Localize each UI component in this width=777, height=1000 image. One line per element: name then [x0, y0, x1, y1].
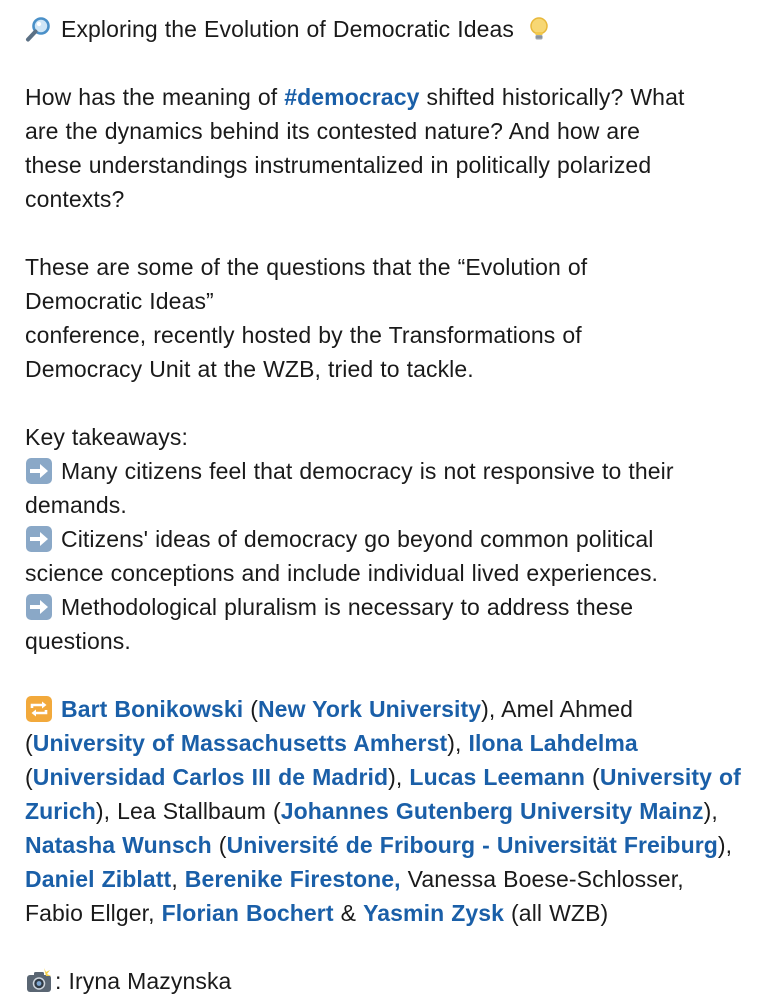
participants-line-6: Daniel Ziblatt, Berenike Firestone, Vanessa Boese-Schlosser, [25, 866, 684, 892]
mention-daniel-ziblatt[interactable]: Daniel Ziblatt [25, 866, 172, 892]
mention-university-of-zurich[interactable]: University of [599, 764, 741, 790]
participants-line-1: Bart Bonikowski (New York University), Amel Ahmed [25, 692, 753, 726]
post-title [25, 12, 753, 46]
participants-line-7: Fabio Ellger, Florian Bochert & Yasmin Zysk (all WZB) [25, 900, 609, 926]
conference-line-1: These are some of the questions that the “Evolution of [25, 254, 588, 280]
mention-yasmin-zysk[interactable]: Yasmin Zysk [363, 900, 505, 926]
camera-flash-icon [25, 967, 53, 995]
conference-line-4: Democracy Unit at the WZB, tried to tackle. [25, 356, 474, 382]
mention-lucas-leemann[interactable]: Lucas Leemann [409, 764, 586, 790]
mention-berenike-firestone[interactable]: Berenike Firestone, [184, 866, 401, 892]
takeaway-item-cont: questions. [25, 628, 131, 654]
mention-florian-bochert[interactable]: Florian Bochert [161, 900, 334, 926]
takeaway-item: Methodological pluralism is necessary to address these [25, 590, 753, 624]
participant-vanessa-boese-schlosser: Vanessa Boese-Schlosser, [407, 866, 684, 892]
question-line-3: these understandings instrumentalized in politically polarized [25, 152, 652, 178]
conference-line-2: Democratic Ideas” [25, 288, 214, 314]
participants-line-4: Zurich), Lea Stallbaum (Johannes Gutenberg University Mainz), [25, 798, 718, 824]
mention-university-of-zurich-cont[interactable]: Zurich [25, 798, 96, 824]
question-line-4: contexts? [25, 186, 125, 212]
question-line-2: are the dynamics behind its contested nature? And how are [25, 118, 640, 144]
mention-uc3m[interactable]: Universidad Carlos III de Madrid [32, 764, 389, 790]
mention-umass-amherst[interactable]: University of Massachusetts Amherst [32, 730, 448, 756]
participant-amel-ahmed: Amel Ahmed [501, 696, 634, 722]
title-text: Exploring the Evolution of Democratic Ideas [61, 16, 514, 42]
hashtag-democracy[interactable]: #democracy [284, 84, 420, 110]
question-line-1: How has the meaning of #democracy shifted historically? What [25, 84, 685, 110]
mention-new-york-university[interactable]: New York University [257, 696, 482, 722]
takeaway-item-cont: demands. [25, 492, 127, 518]
magnifying-glass-icon [25, 15, 53, 43]
participants-line-2: (University of Massachusetts Amherst), Ilona Lahdelma [25, 730, 638, 756]
participants-line-5: Natasha Wunsch (Université de Fribourg - Universität Freiburg), [25, 832, 733, 858]
participant-lea-stallbaum: Lea Stallbaum [117, 798, 266, 824]
mention-jgu-mainz[interactable]: Johannes Gutenberg University Mainz [280, 798, 704, 824]
mention-natasha-wunsch[interactable]: Natasha Wunsch [25, 832, 212, 858]
mention-ilona-lahdelma[interactable]: Ilona Lahdelma [468, 730, 638, 756]
right-arrow-icon [25, 457, 53, 485]
takeaway-item: Many citizens feel that democracy is not responsive to their [25, 454, 753, 488]
participants-line-3: (Universidad Carlos III de Madrid), Lucas Leemann (University of [25, 764, 741, 790]
photo-credit-text: : Iryna Mazynska [55, 968, 232, 994]
repeat-arrows-icon [25, 695, 53, 723]
right-arrow-icon [25, 593, 53, 621]
takeaway-item-cont: science conceptions and include individual lived experiences. [25, 560, 659, 586]
participant-fabio-ellger: Fabio Ellger, [25, 900, 155, 926]
light-bulb-icon [525, 15, 553, 43]
conference-line-3: conference, recently hosted by the Transformations of [25, 322, 582, 348]
mention-bart-bonikowski[interactable]: Bart Bonikowski [61, 696, 244, 722]
takeaways-heading: Key takeaways: [25, 424, 188, 450]
mention-universite-de-fribourg[interactable]: Université de Fribourg - Universität Freiburg [226, 832, 718, 858]
photo-credit [25, 964, 753, 998]
takeaway-item: Citizens' ideas of democracy go beyond common political [25, 522, 753, 556]
right-arrow-icon [25, 525, 53, 553]
